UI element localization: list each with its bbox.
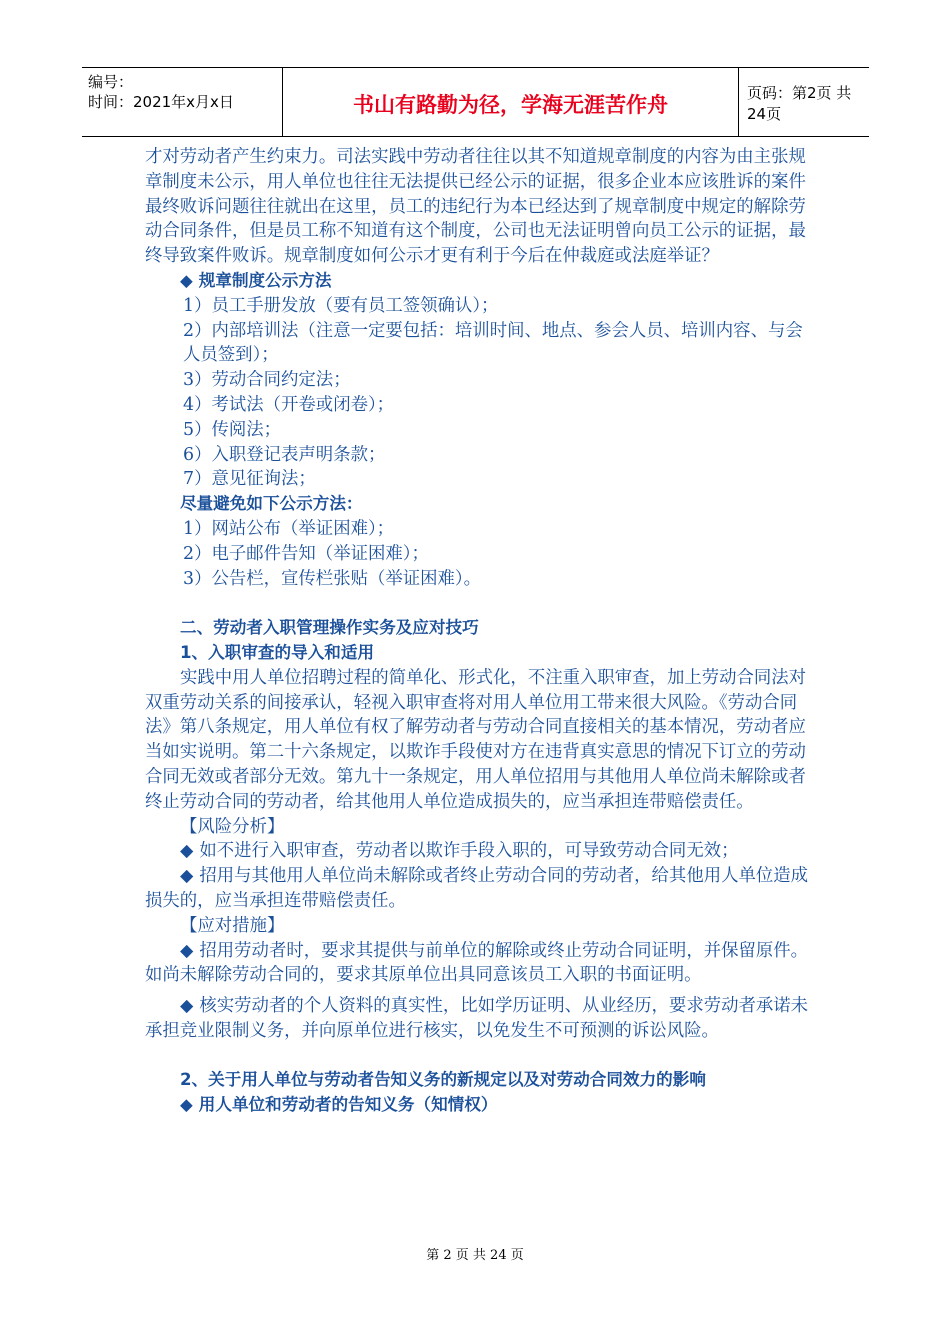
spacer (145, 591, 817, 616)
diamond-bullet-icon: ◆ (180, 1095, 193, 1115)
diamond-bullet-icon: ◆ (180, 866, 194, 887)
list-item: 1）网站公布（举证困难）； (183, 518, 395, 539)
measure-text: 核实劳动者的个人资料的真实性，比如学历证明、从业经历，要求劳动者承诺未承担竞业限制义务，并向原单位进行核实，以免发生不可预测的诉讼风险。 (145, 996, 809, 1041)
document-date-label: 时间：2021年x月x日 (88, 93, 234, 111)
risk-item (145, 864, 817, 914)
subsection-heading (145, 1093, 817, 1118)
list-item: 4）考试法（开卷或闭卷）； (183, 394, 395, 415)
risk-text: 招用与其他用人单位尚未解除或者终止劳动合同的劳动者，给其他用人单位造成损失的，应当承担连带赔偿责任。 (145, 866, 809, 911)
page-footer: 第 2 页 共 24 页 (426, 1248, 524, 1263)
diamond-bullet-icon: ◆ (180, 270, 193, 290)
diamond-bullet-icon: ◆ (180, 841, 194, 862)
document-body (145, 145, 817, 1118)
list-item: 6）入职登记表声明条款； (183, 444, 386, 465)
subsection-title: 2、关于用人单位与劳动者告知义务的新规定以及对劳动合同效力的影响 (180, 1070, 706, 1090)
subsection-title: 1、入职审查的导入和适用 (180, 642, 375, 662)
measure-item (145, 994, 817, 1044)
list-item: 3）劳动合同约定法； (183, 370, 351, 391)
heading-text: 用人单位和劳动者的告知义务（知情权） (198, 1095, 498, 1115)
header-motto: 书山有路勤为径，学海无涯苦作舟 (282, 68, 739, 136)
header-page-number: 页码：第2页 共24页 (747, 84, 852, 123)
header-left-cell (82, 68, 282, 136)
page-header (82, 67, 869, 137)
diamond-bullet-icon: ◆ (180, 996, 194, 1017)
paragraph-onboarding: 实践中用人单位招聘过程的简单化、形式化，不注重入职审查，加上劳动合同法对双重劳动关系的间接承认，轻视入职审查将对用人单位用工带来很大风险。《劳动合同法》第八条规定，用人单位有权了解劳动者与劳动合同直接相关的基本情况，劳动者应当如实说明。第二十六条规定，以欺诈手段使对方在违背真实意思的情况下订立的劳动合同无效或者部分无效。第九十一条规定，用人单位招用与其他用人单位尚未解除或者终止劳动合同的劳动者，给其他用人单位造成损失的，应当承担连带赔偿责任。 (145, 667, 807, 812)
paragraph-intro: 才对劳动者产生约束力。司法实践中劳动者往往以其不知道规章制度的内容为由主张规章制度未公示，用人单位也往往无法提供已经公示的证据，很多企业本应该胜诉的案件最终败诉问题往往就出在这里，员工的违纪行为本已经达到了规章制度中规定的解除劳动合同条件，但是员工称不知道有这个制度，公司也无法证明曾向员工公示的证据，最终导致案件败诉。规章制度如何公示才更有利于今后在仲裁庭或法庭举证？ (145, 147, 806, 267)
heading-avoid-methods: 尽量避免如下公示方法： (180, 494, 363, 514)
list-item: 3）公告栏，宣传栏张贴（举证困难）。 (183, 568, 482, 589)
list-item: 5）传阅法； (183, 419, 282, 440)
heading-text: 规章制度公示方法 (198, 270, 332, 290)
spacer (145, 1044, 817, 1069)
measure-item (145, 939, 817, 989)
list-item: 2）电子邮件告知（举证困难）； (183, 543, 429, 564)
section-title: 二、劳动者入职管理操作实务及应对技巧 (180, 618, 479, 638)
list-item: 7）意见征询法； (183, 469, 316, 490)
risk-item (145, 839, 817, 864)
heading-disclosure-methods (145, 269, 817, 294)
diamond-bullet-icon: ◆ (180, 940, 194, 961)
document-number-label: 编号： (88, 73, 134, 91)
list-item: 1）员工手册发放（要有员工签领确认）； (183, 295, 499, 316)
countermeasure-label: 【应对措施】 (180, 915, 285, 936)
measure-text: 招用劳动者时，要求其提供与前单位的解除或终止劳动合同证明，并保留原件。如尚未解除劳动合同的，要求其原单位出具同意该员工入职的书面证明。 (145, 940, 809, 986)
risk-text: 如不进行入职审查，劳动者以欺诈手段入职的，可导致劳动合同无效； (199, 841, 739, 862)
list-item: 2）内部培训法（注意一定要包括：培训时间、地点、参会人员、培训内容、与会人员签到）； (183, 320, 803, 366)
risk-analysis-label: 【风险分析】 (180, 816, 285, 837)
